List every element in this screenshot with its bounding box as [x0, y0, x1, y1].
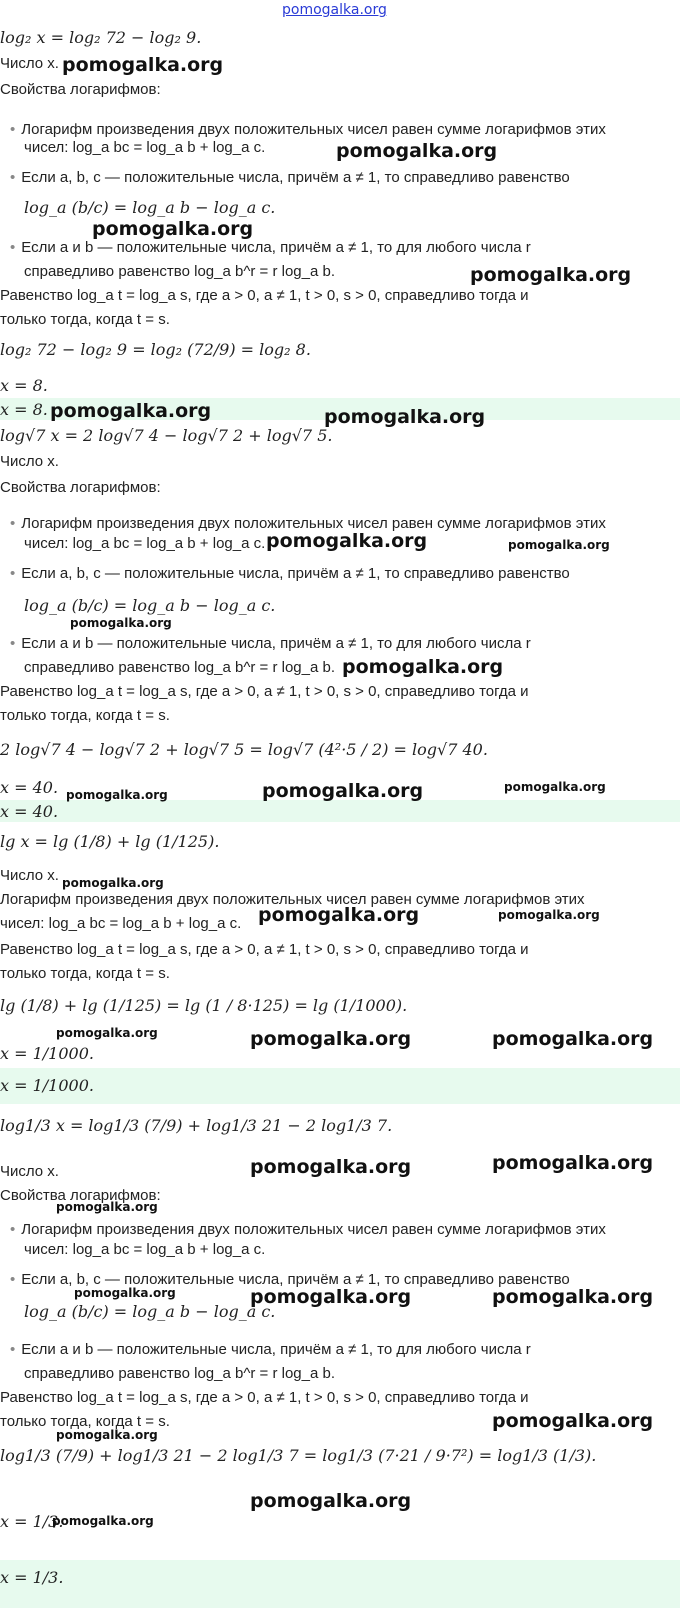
property-power: • Если a и b — положительные числа, причём a ≠ 1, то для любого числа r — [10, 1340, 531, 1360]
watermark: pomogalka.org — [324, 406, 486, 428]
watermark: pomogalka.org — [92, 218, 254, 240]
property-product-formula: чисел: log_a bc = log_a b + log_a c. — [24, 1241, 266, 1258]
property-product: • Логарифм произведения двух положительных чисел равен сумме логарифмов этих — [10, 1220, 606, 1240]
property-power-formula: справедливо равенство log_a b^r = r log_a b. — [24, 1365, 335, 1382]
solution-step: log₂ 72 − log₂ 9 = log₂ (72/9) = log₂ 8. — [0, 340, 311, 359]
problem-equation: log1/3 x = log1/3 (7/9) + log1/3 21 − 2 log1/3 7. — [0, 1116, 393, 1135]
answer: x = 1/3. — [0, 1568, 64, 1587]
property-power: • Если a и b — положительные числа, причём a ≠ 1, то для любого числа r — [10, 238, 531, 258]
properties-title: Свойства логарифмов: — [0, 1187, 161, 1204]
watermark: pomogalka.org — [50, 400, 212, 422]
result: x = 1/1000. — [0, 1044, 94, 1063]
property-product: • Логарифм произведения двух положительных чисел равен сумме логарифмов этих — [10, 120, 606, 140]
watermark: pomogalka.org — [74, 1286, 176, 1300]
property-power-formula: справедливо равенство log_a b^r = r log_a b. — [24, 659, 335, 676]
equality-rule: Равенство log_a t = log_a s, где a > 0, a ≠ 1, t > 0, s > 0, справедливо тогда и — [0, 941, 529, 958]
answer-highlight — [0, 1560, 680, 1608]
watermark: pomogalka.org — [492, 1152, 654, 1174]
watermark: pomogalka.org — [266, 530, 428, 552]
property-power-formula: справедливо равенство log_a b^r = r log_a b. — [24, 263, 335, 280]
watermark: pomogalka.org — [492, 1410, 654, 1432]
equality-rule-2: только тогда, когда t = s. — [0, 707, 170, 724]
result: x = 8. — [0, 376, 48, 395]
problem-equation: log₂ x = log₂ 72 − log₂ 9. — [0, 28, 202, 47]
watermark: pomogalka.org — [262, 780, 424, 802]
watermark: pomogalka.org — [470, 264, 632, 286]
property-quotient-formula: log_a (b/c) = log_a b − log_a c. — [24, 198, 276, 217]
answer: x = 8. — [0, 400, 48, 419]
watermark: pomogalka.org — [66, 788, 168, 802]
solution-step: 2 log√7 4 − log√7 2 + log√7 5 = log√7 (4²·5 / 2) = log√7 40. — [0, 740, 488, 759]
watermark: pomogalka.org — [62, 54, 224, 76]
answer-highlight — [0, 1068, 680, 1104]
property-quotient: • Если a, b, c — положительные числа, причём a ≠ 1, то справедливо равенство — [10, 168, 570, 188]
problem-equation: lg x = lg (1/8) + lg (1/125). — [0, 832, 220, 851]
watermark: pomogalka.org — [258, 904, 420, 926]
solution-step: log1/3 (7/9) + log1/3 21 − 2 log1/3 7 = log1/3 (7·21 / 9·7²) = log1/3 (1/3). — [0, 1446, 597, 1465]
property-quotient-formula: log_a (b/c) = log_a b − log_a c. — [24, 1302, 276, 1321]
properties-title: Свойства логарифмов: — [0, 479, 161, 496]
equality-rule: Равенство log_a t = log_a s, где a > 0, a ≠ 1, t > 0, s > 0, справедливо тогда и — [0, 287, 529, 304]
watermark: pomogalka.org — [250, 1490, 412, 1512]
watermark-top-link[interactable]: pomogalka.org — [282, 2, 387, 18]
watermark: pomogalka.org — [250, 1156, 412, 1178]
equality-rule-2: только тогда, когда t = s. — [0, 1413, 170, 1430]
watermark: pomogalka.org — [498, 908, 600, 922]
problem-number: Число x. — [0, 55, 59, 72]
answer: x = 40. — [0, 802, 59, 821]
watermark: pomogalka.org — [250, 1028, 412, 1050]
problem-number: Число x. — [0, 867, 59, 884]
equality-rule: Равенство log_a t = log_a s, где a > 0, a ≠ 1, t > 0, s > 0, справедливо тогда и — [0, 1389, 529, 1406]
watermark: pomogalka.org — [56, 1200, 158, 1214]
watermark: pomogalka.org — [508, 538, 610, 552]
properties-title: Свойства логарифмов: — [0, 81, 161, 98]
property-product-formula: чисел: log_a bc = log_a b + log_a c. — [24, 535, 266, 552]
result: x = 1/3. — [0, 1512, 64, 1531]
watermark: pomogalka.org — [52, 1514, 154, 1528]
watermark: pomogalka.org — [250, 1286, 412, 1308]
solution-step: lg (1/8) + lg (1/125) = lg (1 / 8·125) = lg (1/1000). — [0, 996, 408, 1015]
property-power: • Если a и b — положительные числа, причём a ≠ 1, то для любого числа r — [10, 634, 531, 654]
watermark: pomogalka.org — [62, 876, 164, 890]
property-quotient: • Если a, b, c — положительные числа, причём a ≠ 1, то справедливо равенство — [10, 1270, 570, 1290]
property-product-formula: чисел: log_a bc = log_a b + log_a c. — [0, 915, 242, 932]
result: x = 40. — [0, 778, 59, 797]
problem-number: Число x. — [0, 1163, 59, 1180]
property-product-formula: чисел: log_a bc = log_a b + log_a c. — [24, 139, 266, 156]
watermark: pomogalka.org — [342, 656, 504, 678]
property-quotient: • Если a, b, c — положительные числа, причём a ≠ 1, то справедливо равенство — [10, 564, 570, 584]
watermark: pomogalka.org — [56, 1026, 158, 1040]
equality-rule-2: только тогда, когда t = s. — [0, 965, 170, 982]
watermark: pomogalka.org — [492, 1286, 654, 1308]
property-product: • Логарифм произведения двух положительных чисел равен сумме логарифмов этих — [10, 514, 606, 534]
watermark: pomogalka.org — [504, 780, 606, 794]
watermark: pomogalka.org — [56, 1428, 158, 1442]
answer: x = 1/1000. — [0, 1076, 94, 1095]
problem-equation: log√7 x = 2 log√7 4 − log√7 2 + log√7 5. — [0, 426, 333, 445]
answer-highlight — [0, 800, 680, 822]
watermark: pomogalka.org — [70, 616, 172, 630]
equality-rule: Равенство log_a t = log_a s, где a > 0, a ≠ 1, t > 0, s > 0, справедливо тогда и — [0, 683, 529, 700]
watermark: pomogalka.org — [336, 140, 498, 162]
watermark: pomogalka.org — [492, 1028, 654, 1050]
problem-number: Число x. — [0, 453, 59, 470]
property-quotient-formula: log_a (b/c) = log_a b − log_a c. — [24, 596, 276, 615]
property-product: Логарифм произведения двух положительных чисел равен сумме логарифмов этих — [0, 891, 585, 908]
equality-rule-2: только тогда, когда t = s. — [0, 311, 170, 328]
